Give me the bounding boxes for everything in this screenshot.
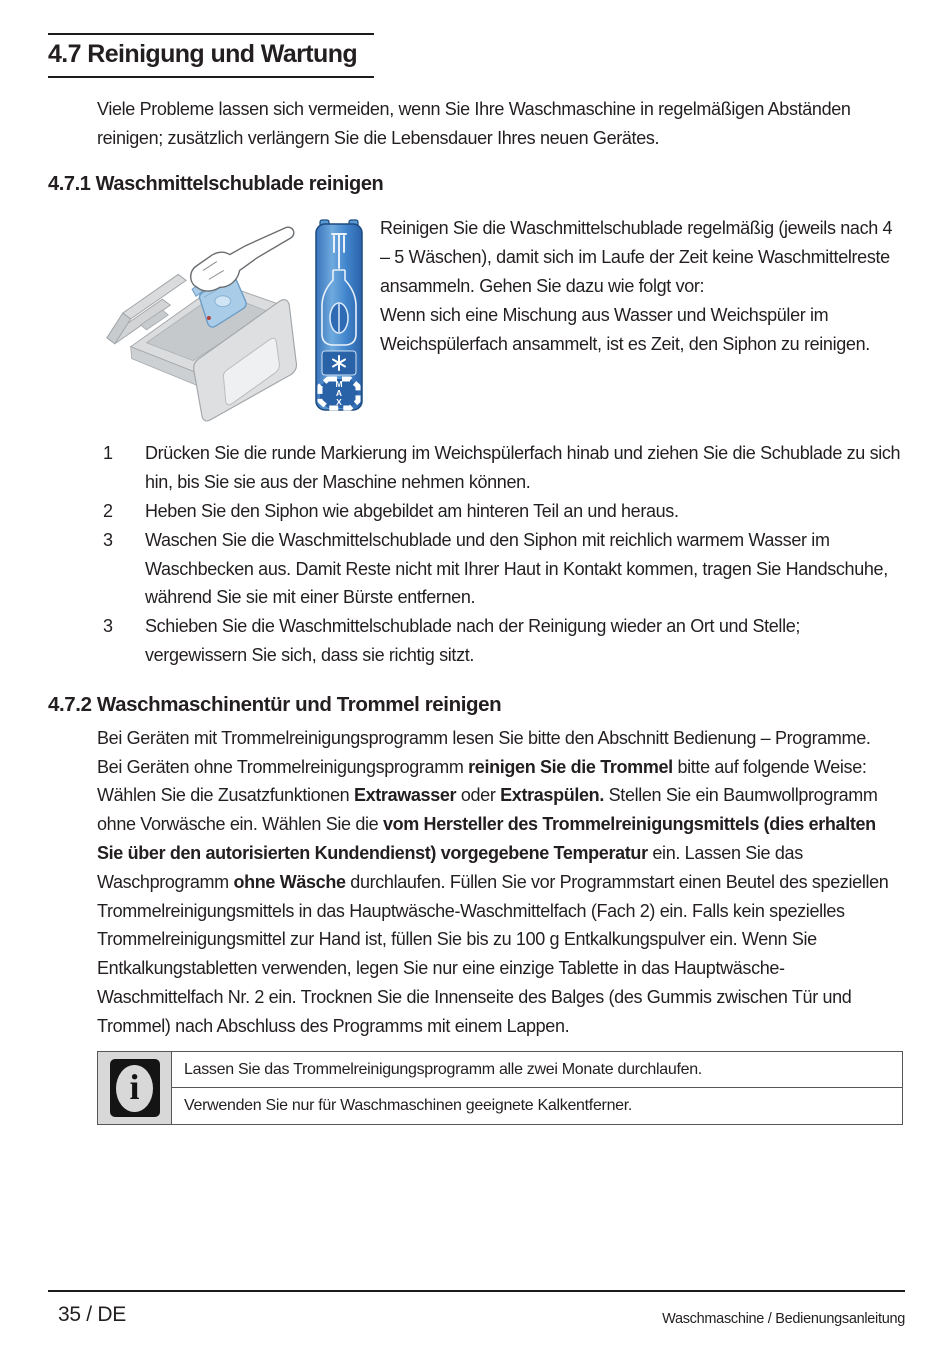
step-text: Heben Sie den Siphon wie abgebildet am hinteren Teil an und heraus. xyxy=(145,500,679,521)
step-text: Schieben Sie die Waschmittelschublade nach der Reinigung wieder an Ort und Stelle; vergewissern Sie sich, dass sie richtig sitzt. xyxy=(145,616,801,665)
intro-paragraph: Viele Probleme lassen sich vermeiden, wenn Sie Ihre Waschmaschine in regelmäßigen Abständen reinigen; zusätzlich verlängern Sie die Lebensdauer Ihres neuen Gerätes. xyxy=(97,98,851,148)
note-text: Verwenden Sie nur für Waschmaschinen geeignete Kalkentferner. xyxy=(184,1097,633,1115)
info-icon xyxy=(110,1059,160,1117)
section-title: 4.7 Reinigung und Wartung xyxy=(48,33,374,78)
body-paragraphs xyxy=(48,724,905,1041)
page-number: 35 / DE xyxy=(58,1303,126,1326)
steps-list xyxy=(48,439,905,669)
info-box xyxy=(97,1051,903,1125)
body-paragraph: Bei Geräten mit Trommelreinigungsprogramm lesen Sie bitte den Abschnitt Bedienung – Programme. xyxy=(97,727,871,748)
step-number: 2 xyxy=(103,500,113,521)
subsection-title-471: 4.7.1 Waschmittelschublade reinigen xyxy=(48,173,384,196)
note-row xyxy=(172,1052,902,1088)
list-item xyxy=(48,439,905,497)
step-text: Drücken Sie die runde Markierung im Weichspülerfach hinab und ziehen Sie die Schublade zu sich hin, bis Sie sie aus der Maschine nehmen können. xyxy=(145,443,901,493)
note-rows xyxy=(172,1052,902,1124)
body-paragraph: Wählen Sie die Zusatzfunktionen Extrawasser oder Extraspülen. Stellen Sie ein Baumwollprogramm ohne Vorwäsche ein. Wählen Sie die vom Hersteller des Trommelreinigungsmittels (dies erhalten Sie über den autorisierten Kundendienst) vorgegebene Temperatur ein. Lassen Sie das Waschprogramm ohne Wäsche durchlaufen. Füllen Sie vor Programmstart einen Beutel des speziellen Trommelreinigungsmittels in das Hauptwäsche-Waschmittelfach (Fach 2) ein. Falls kein spezielles Trommelreinigungsmittel zur Hand ist, füllen Sie bis zu 100 g Entkalkungspulver ein. Wenn Sie Entkalkungstabletten verwenden, legen Sie nur eine einzige Tablette in das Hauptwäsche-Waschmittelfach Nr. 2 ein. Trocknen Sie die Innenseite des Balges (des Gummis zwischen Tür und Trommel) nach Abschluss des Programms mit einem Lappen. xyxy=(97,785,889,1036)
figure-row xyxy=(100,214,905,422)
list-item xyxy=(48,526,905,612)
note-row xyxy=(172,1088,902,1124)
step-text: Waschen Sie die Waschmittelschublade und den Siphon mit reichlich warmem Wasser im Waschbecken aus. Damit Reste nicht mit Ihrer Haut in Kontakt kommen, tragen Sie Handschuhe, während Sie sie mit einer Bürste entfernen. xyxy=(145,529,888,608)
page-footer xyxy=(48,1290,905,1327)
body-paragraph: Bei Geräten ohne Trommelreinigungsprogramm reinigen Sie die Trommel bitte auf folgende Weise: xyxy=(97,756,867,777)
figure-paragraph-2: Wenn sich eine Mischung aus Wasser und Weichspüler im Weichspülerfach ansammelt, ist es Zeit, den Siphon zu reinigen. xyxy=(380,304,870,354)
figure-paragraph-1: Reinigen Sie die Waschmittelschublade regelmäßig (jeweils nach 4 – 5 Wäschen), damit sich im Laufe der Zeit keine Waschmittelreste ansammeln. Gehen Sie dazu wie folgt vor: xyxy=(380,218,893,296)
step-number: 3 xyxy=(103,616,113,637)
info-icon-cell xyxy=(98,1052,172,1124)
max-label: M A X xyxy=(335,379,343,408)
page-content xyxy=(0,33,950,1125)
list-item xyxy=(48,612,905,670)
info-icon-glyph: i xyxy=(116,1065,153,1112)
detergent-drawer-illustration xyxy=(100,214,300,422)
subsection-title-472: 4.7.2 Waschmaschinentür und Trommel reinigen xyxy=(48,692,502,716)
step-number: 1 xyxy=(103,443,113,464)
figure-caption-text xyxy=(380,214,905,358)
list-item xyxy=(48,497,905,526)
siphon-illustration xyxy=(308,218,370,414)
doc-title: Waschmaschine / Bedienungsanleitung xyxy=(662,1311,905,1327)
note-text: Lassen Sie das Trommelreinigungsprogramm alle zwei Monate durchlaufen. xyxy=(184,1060,702,1078)
step-number: 3 xyxy=(103,529,113,550)
